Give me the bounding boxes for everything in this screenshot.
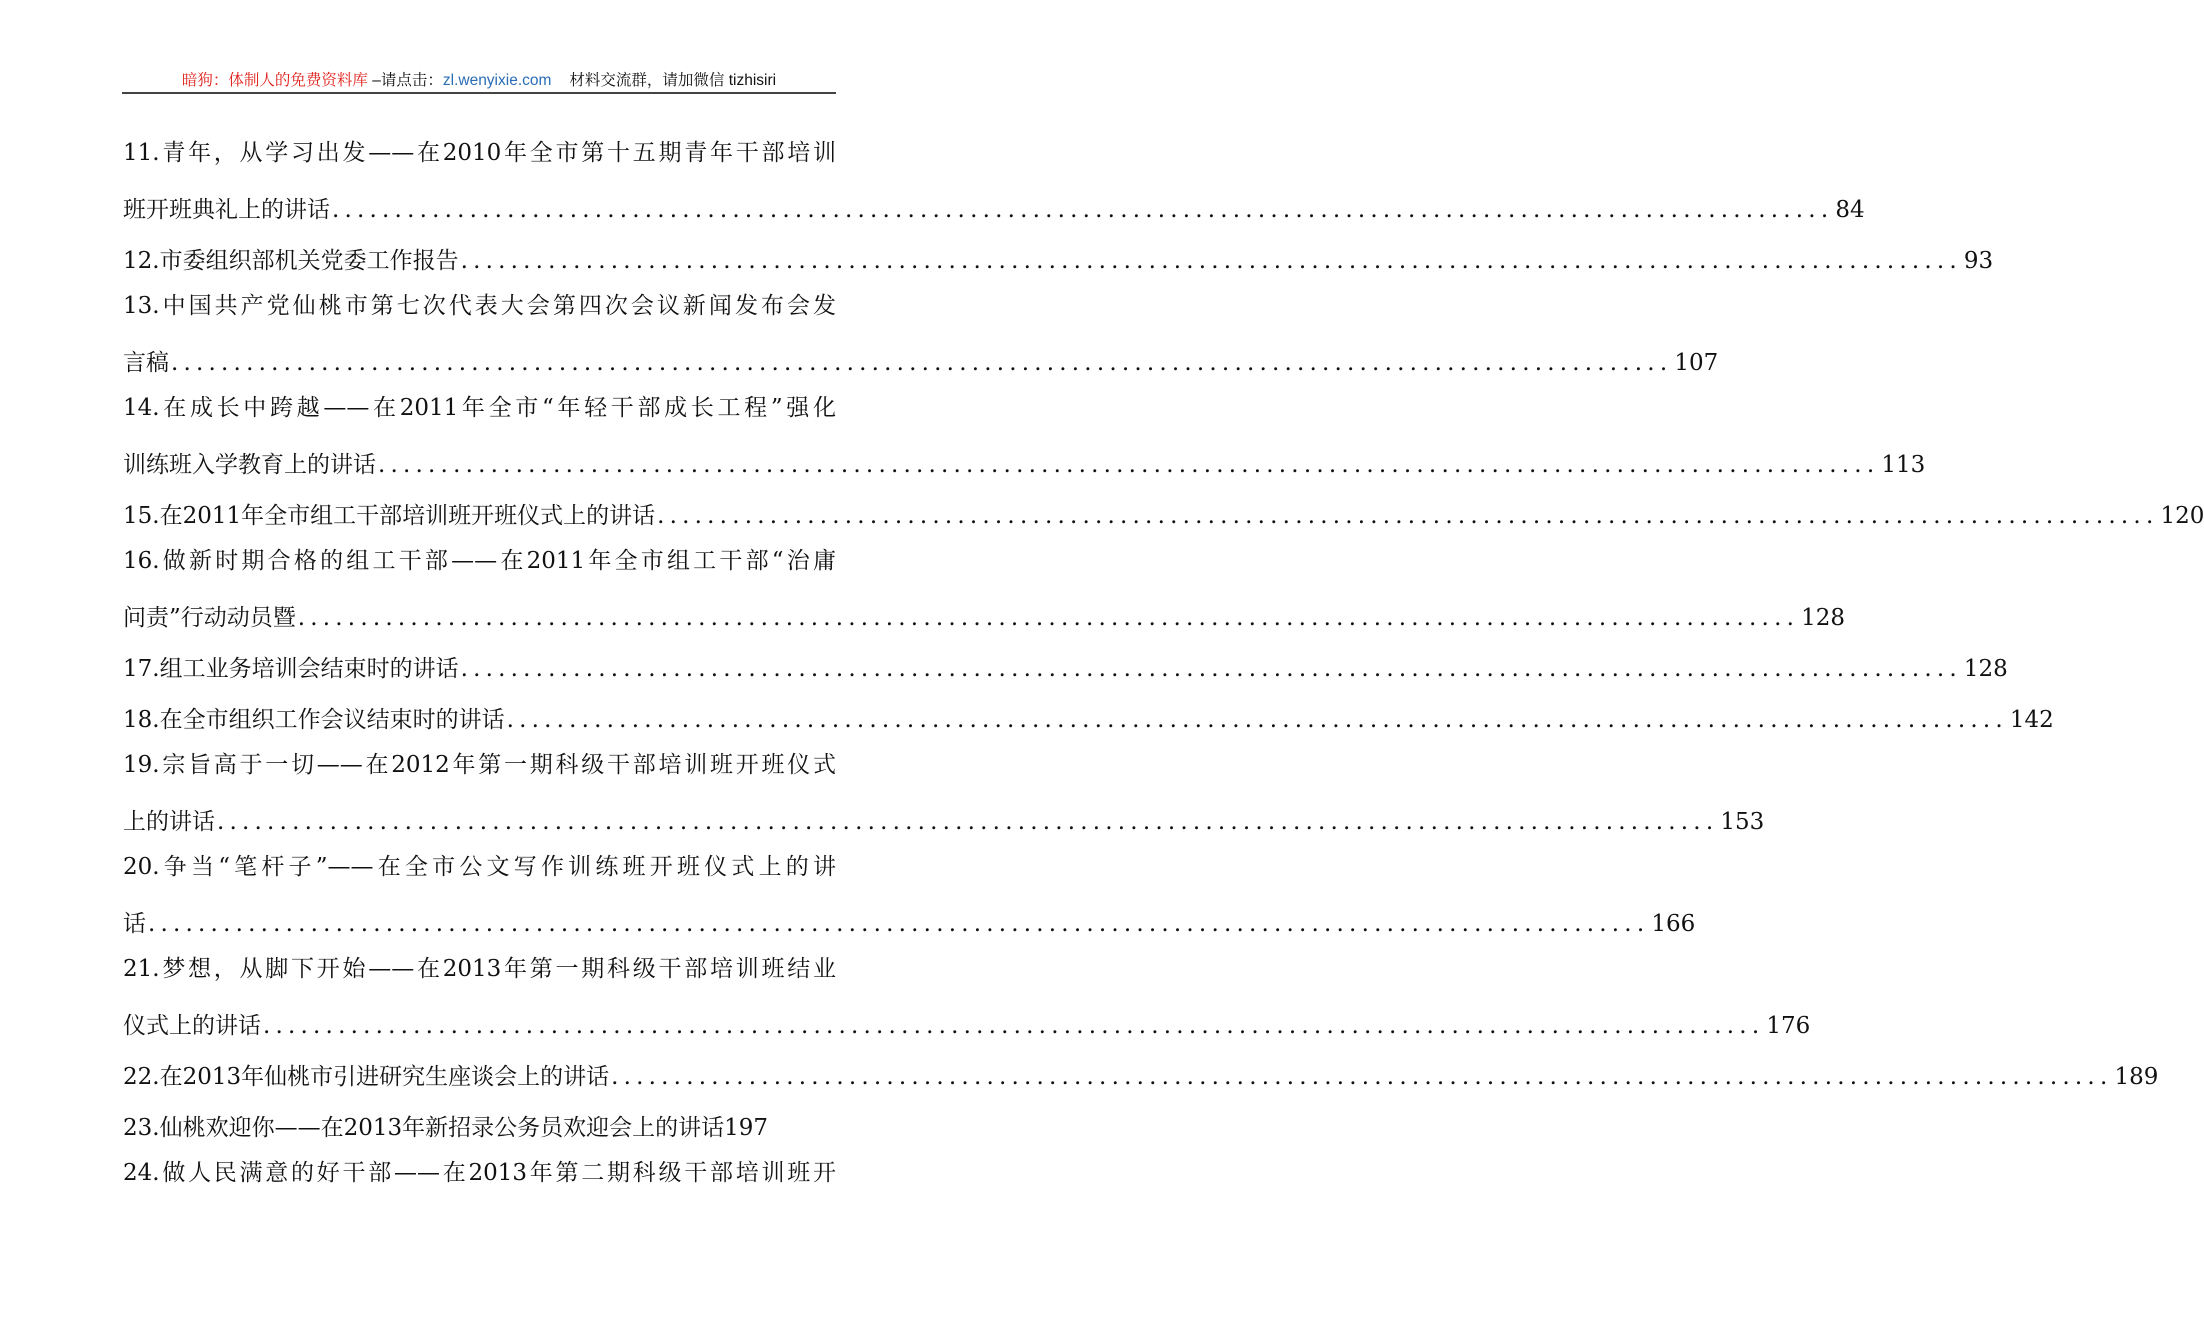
dot-leader: ........................................................................................................................ (506, 706, 2008, 733)
header-click-prompt: –请点击： (367, 72, 443, 89)
toc-page-number: 142 (2009, 706, 2054, 733)
toc-entry-line[interactable]: 14.在成长中跨越——在2011年全市“年轻干部成长工程”强化 (123, 395, 836, 421)
dot-leader: ........................................................................................................................ (657, 502, 2159, 529)
dot-leader: ........................................................................................................................ (332, 196, 1834, 223)
toc-page-number: 120 (2160, 502, 2204, 529)
toc-entry[interactable] (123, 1102, 836, 1153)
toc-entry[interactable] (123, 898, 1696, 949)
toc-entry-title: 话 (123, 910, 146, 937)
toc-page-number: 166 (1651, 910, 1696, 937)
dot-leader: ........................................................................................................................ (297, 604, 1800, 631)
toc-page-number: 113 (1881, 451, 1926, 478)
toc-entry-title: 18.在全市组织工作会议结束时的讲话 (123, 706, 505, 733)
dot-leader: ........................................................................................................................ (171, 349, 1673, 376)
toc-entry-line[interactable]: 19.宗旨高于一切——在2012年第一期科级干部培训班开班仪式 (123, 752, 836, 778)
toc-page-number: 189 (2114, 1063, 2159, 1090)
toc-entry[interactable] (123, 235, 1994, 286)
dot-leader: ........................................................................................................................ (148, 910, 1650, 937)
toc-entry[interactable] (123, 643, 2008, 694)
toc-entry[interactable] (123, 337, 1719, 388)
toc-entry[interactable] (123, 592, 1845, 643)
toc-entry-title: 上的讲话 (123, 808, 215, 835)
toc-page-number: 128 (1801, 604, 1845, 631)
toc-entry-title: 12.市委组织部机关党委工作报告 (123, 247, 459, 274)
dot-leader: ........................................................................................................................ (263, 1012, 1765, 1039)
toc-entry-line[interactable]: 20.争当“笔杆子”——在全市公文写作训练班开班仪式上的讲 (123, 854, 836, 880)
toc-entry-line[interactable]: 16.做新时期合格的组工干部——在2011年全市组工干部“治庸 (123, 548, 836, 574)
toc-page-number: 84 (1835, 196, 1865, 223)
toc-entry-title: 仪式上的讲话 (123, 1012, 261, 1039)
toc-entry-line[interactable]: 13.中国共产党仙桃市第七次代表大会第四次会议新闻发布会发 (123, 293, 836, 319)
toc-page-number: 93 (1963, 247, 1994, 274)
toc-entry-title: 15.在2011年全市组工干部培训班开班仪式上的讲话 (123, 502, 656, 529)
dot-leader: ........................................................................................................................ (460, 655, 1962, 682)
toc-page-number: 153 (1720, 808, 1765, 835)
header-site-name: 暗狗：体制人的免费资料库 (181, 72, 368, 89)
toc-page-number: 176 (1766, 1012, 1811, 1039)
header-link[interactable]: zl.wenyixie.com (442, 72, 552, 89)
table-of-contents (123, 133, 2204, 1204)
toc-entry-title: 训练班入学教育上的讲话 (123, 451, 376, 478)
toc-entry-line[interactable]: 24.做人民满意的好干部——在2013年第二期科级干部培训班开 (123, 1160, 836, 1186)
page-header (122, 68, 836, 94)
dot-leader: ........................................................................................................................ (460, 247, 1962, 274)
toc-entry[interactable] (123, 796, 1765, 847)
toc-entry[interactable] (123, 439, 1926, 490)
dot-leader: ........................................................................................................................ (611, 1063, 2113, 1090)
toc-entry[interactable] (123, 694, 2054, 745)
toc-entry[interactable] (123, 1000, 1811, 1051)
toc-page-number: 107 (1674, 349, 1719, 376)
toc-entry[interactable] (123, 184, 1865, 235)
toc-entry-title: 23.仙桃欢迎你——在2013年新招录公务员欢迎会上的讲话 (123, 1114, 725, 1141)
toc-entry-line[interactable]: 11.青年，从学习出发——在2010年全市第十五期青年干部培训 (123, 140, 836, 166)
toc-entry-title: 22.在2013年仙桃市引进研究生座谈会上的讲话 (123, 1063, 610, 1090)
dot-leader: ........................................................................................................................ (378, 451, 1880, 478)
toc-entry-title: 问责”行动动员暨 (123, 604, 296, 631)
toc-entry-title: 班开班典礼上的讲话 (123, 196, 330, 223)
toc-entry-title: 言稿 (123, 349, 169, 376)
toc-entry-line[interactable]: 21.梦想，从脚下开始——在2013年第一期科级干部培训班结业 (123, 956, 836, 982)
dot-leader: ........................................................................................................................ (217, 808, 1719, 835)
toc-entry-title: 17.组工业务培训会结束时的讲话 (123, 655, 459, 682)
toc-entry[interactable] (123, 1051, 2159, 1102)
toc-entry[interactable] (123, 490, 2204, 541)
header-wechat: 材料交流群，请加微信 tizhisiri (569, 72, 777, 89)
toc-page-number: 128 (1963, 655, 2008, 682)
toc-page-number: 197 (724, 1114, 769, 1141)
